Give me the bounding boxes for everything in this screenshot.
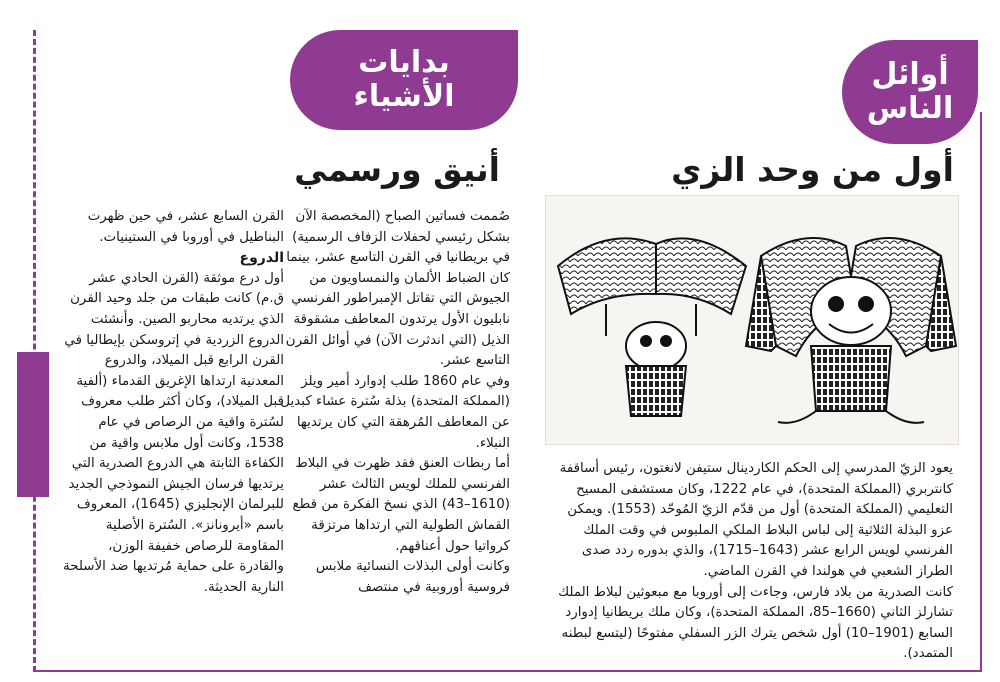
headline-first-uniform: أول من وحد الزي xyxy=(671,150,954,189)
paragraph: وفي عام 1860 طلب إدوارد أمير ويلز (المملكة المتحدة) بذلة سُترة عشاء كبديل عن المعاطف المُرهقة التي كان يرتديها النبلاء. xyxy=(280,373,510,451)
paragraph: القرن السابع عشر، في حين ظهرت البناطيل في أوروبا في الستينيات. xyxy=(87,209,284,245)
large-armor xyxy=(746,238,956,423)
frame-right-line xyxy=(980,112,982,672)
paragraph: يعود الزيّ المدرسي إلى الحكم الكاردينال ستيفن لانغتون، رئيس أساقفة كانتربري (المملكة المتحدة)، في عام 1222، وكان مستشفى المسيح التعليمي (المملكة المتحدة) أول من قدّم الزيّ المُوحّد (1553). ويمكن عزو البذلة الثلاثية إلى لباس البلاط الملكي الملبوس في وقت الملك الفرنسي لويس الرابع عشر (1643–1715)، والذي بدوره ردد صدى الطراز الشعبي في هولندا في القرن الماضي. xyxy=(559,461,953,579)
paragraph: كانت الصدرية من بلاد فارس، وجاءت إلى أوروبا مع مبعوثين لبلاط الملك تشارلز الثاني (1660–85، المملكة المتحدة)، وكان ملك بريطانيا إدوارد السابع (1901–10) أول شخص يترك الزر السفلي مفتوحًا (ليتسع لبطنه المتمدد). xyxy=(558,584,953,662)
column-middle-text xyxy=(280,207,510,598)
paragraph: أما ربطات العنق فقد ظهرت في البلاط الفرنسي للملك لويس الثالث عشر (1610–43) الذي نسخ الفكرة من قطع القماش الطولية التي ارتداها مرتزقة كرواتيا حول أعناقهم. xyxy=(292,456,510,554)
armor-illustration xyxy=(545,195,959,445)
frame-bottom-line xyxy=(33,670,982,672)
paragraph: وكانت أولى البذلات النسائية ملابس فروسية أوروبية في منتصف xyxy=(315,559,510,595)
paragraph: أول درع موثقة (القرن الحادي عشر ق.م) كانت طبقات من جلد وحيد القرن الذي يرتديه محاربو الصين. وأنشئت الدروع الزردية في إتروسكن بإيطاليا في القرن الرابع قبل الميلاد، والدروع المعدنية ارتداها الإغريق القدماء (ألفية قبل الميلاد)، وكان أكثر طلب معروف لسُترة واقية من الرصاص في عام 1538، وكانت أول ملابس واقية من الكفاءة الثابتة هي الدروع الصدرية التي يرتديها فرسان الجيش النموذجي الجديد للبرلمان الإنجليزي (1645)، المعروف باسم «أيرونانز». السُترة الأصلية المقاومة للرصاص خفيفة الوزن، والقادرة على حماية مُرتديها ضد الأسلحة النارية الحديثة. xyxy=(63,270,284,595)
side-tab xyxy=(17,352,49,497)
armor-drawing xyxy=(546,196,958,444)
badge-firsts-of-people xyxy=(842,40,978,144)
badge-beginnings-of-things xyxy=(290,30,518,130)
frame-left-dashed xyxy=(33,30,36,672)
subhead-armor: الدروع xyxy=(239,250,284,267)
paragraph: صُممت فساتين الصباح (المخصصة الآن بشكل رئيسي لحفلات الزفاف الرسمية) في بريطانيا في القرن التاسع عشر، بينما كان الضباط الألمان والنمساويون من الجيوش التي تقاتل الإمبراطور الفرنسي نابليون الأول يرتدون المعاطف مشقوقة الذيل (التي اندثرت الآن) في أوائل القرن التاسع عشر. xyxy=(285,209,510,369)
column-right-text xyxy=(548,459,953,665)
badge-line-2: الناس xyxy=(866,91,954,126)
badge-line-1: بدايات xyxy=(358,45,450,80)
small-armor-chest xyxy=(626,322,686,416)
badge-line-1: أوائل xyxy=(871,57,949,92)
badge-line-2: الأشياء xyxy=(353,79,455,114)
headline-elegant-formal: أنيق ورسمي xyxy=(294,150,500,189)
column-left-text xyxy=(62,207,284,598)
